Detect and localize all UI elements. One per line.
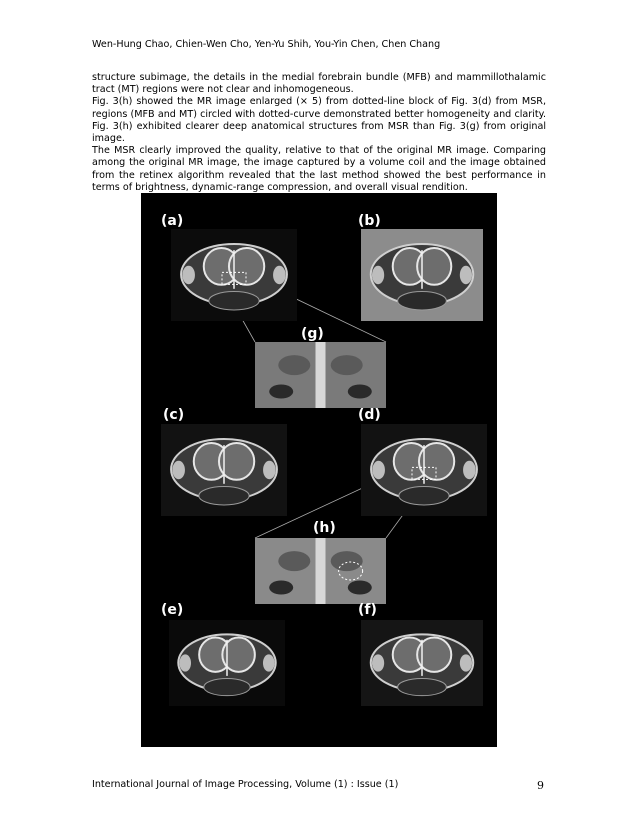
right-lateral-structure [463,461,476,479]
paragraph: The MSR clearly improved the quality, relative to that of the original MR image. Comparing among the original MR image, the image captured by a volume coil and the image obtained from the retinex algorithm revealed that the last method showed the best performance in terms of brightness, dynamic-range compression, and overall visual rendition. [92,145,546,193]
tissue-right [331,551,363,571]
panel-f-image [361,620,483,706]
left-lateral-structure [372,266,384,284]
panel-h-label: (h) [313,520,336,536]
page-number: 9 [537,779,544,792]
panel-c-label: (c) [163,407,185,423]
panel-a-image [171,229,297,321]
panel-b-image [361,229,483,321]
dark-structure-right [348,385,372,399]
paragraph: structure subimage, the details in the medial forebrain bundle (MFB) and mammillothalamic tract (MT) regions were not clear and inhomogeneous. [92,72,546,96]
panel-g-label: (g) [301,326,324,342]
left-lateral-structure [372,654,384,671]
dark-structure-right [348,581,372,595]
panel-b-label: (b) [358,213,381,229]
footer-journal: International Journal of Image Processing, Volume (1) : Issue (1) [92,779,399,790]
tissue-right [331,355,363,375]
dark-structure-left [269,581,293,595]
panel-a-label: (a) [161,213,184,229]
right-lateral-structure [460,654,472,671]
tissue-left [278,355,310,375]
panel-f-label: (f) [358,602,377,618]
lower-structure [204,678,250,695]
lower-structure [199,487,249,505]
right-lateral-structure [263,654,275,671]
left-lateral-structure [182,266,195,284]
lower-structure [209,292,259,310]
right-lateral-structure [460,266,472,284]
panel-c-image [161,424,287,516]
running-header: Wen-Hung Chao, Chien-Wen Cho, Yen-Yu Shih, You-Yin Chen, Chen Chang [92,39,441,50]
right-lateral-structure [273,266,286,284]
panel-e-image [169,620,285,706]
lower-structure [398,292,447,310]
midline-structure [316,538,326,604]
lower-structure [399,487,449,505]
lower-structure [398,678,447,695]
right-lateral-structure [263,461,276,479]
left-lateral-structure [179,654,191,671]
panel-g-image [255,342,386,408]
panel-h-image [255,538,386,604]
panel-e-label: (e) [161,602,184,618]
panel-d-image [361,424,487,516]
left-lateral-structure [172,461,185,479]
body-text [92,72,546,194]
figure-3 [141,193,497,747]
midline-structure [316,342,326,408]
left-lateral-structure [372,461,385,479]
tissue-left [278,551,310,571]
panel-d-label: (d) [358,407,381,423]
dark-structure-left [269,385,293,399]
paragraph: Fig. 3(h) showed the MR image enlarged (× 5) from dotted-line block of Fig. 3(d) from MSR, regions (MFB and MT) circled with dotted-curve demonstrated better homogeneity and clarity. Fig. 3(h) exhibited clearer deep anatomical structures from MSR than Fig. 3(g) from original image. [92,96,546,145]
